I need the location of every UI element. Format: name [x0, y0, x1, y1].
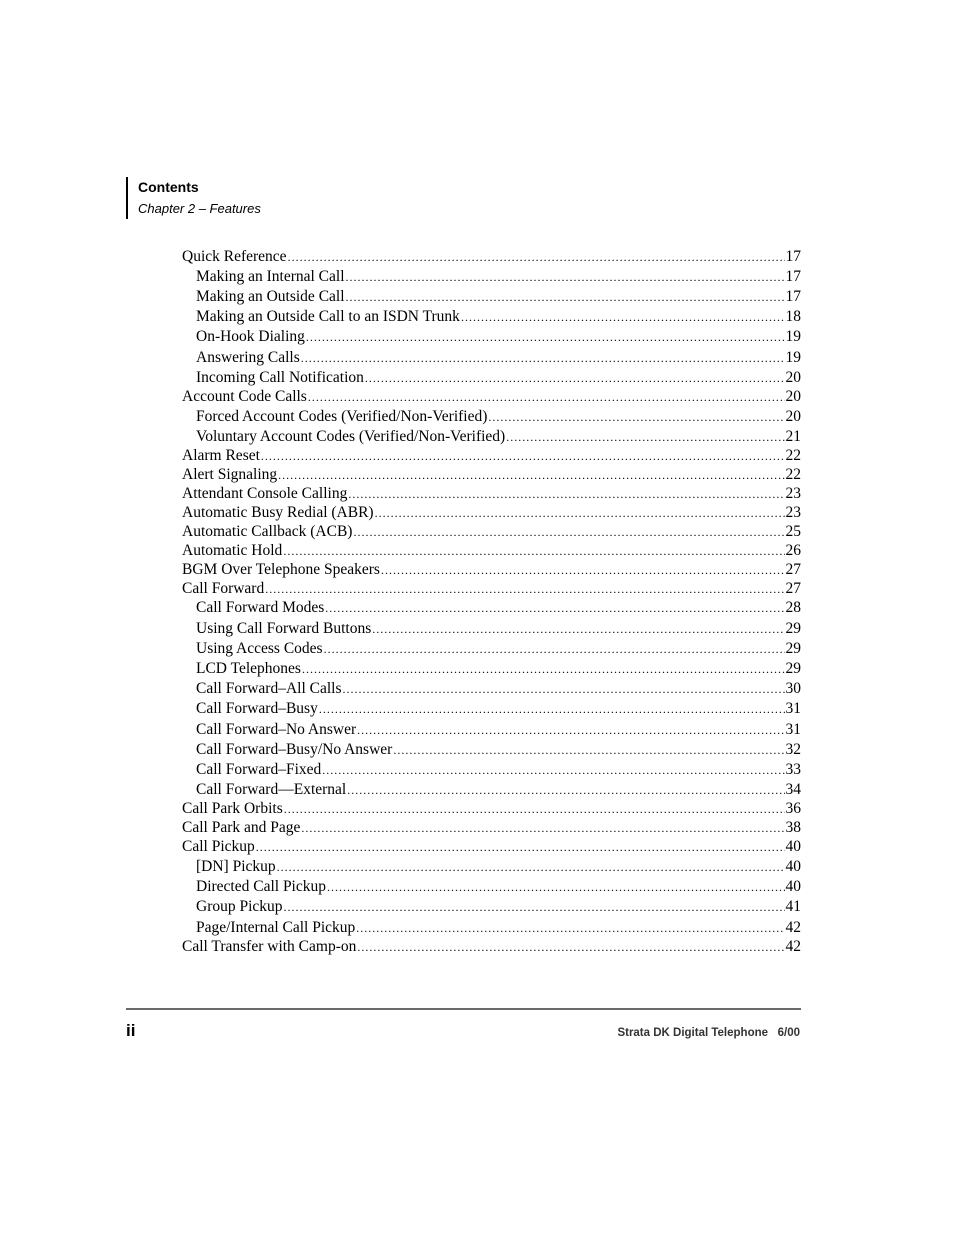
- toc-entry-title: Page/Internal Call Pickup: [196, 918, 356, 936]
- footer-document-title: Strata DK Digital Telephone 6/00: [617, 1027, 800, 1039]
- toc-leader-dots: [301, 819, 784, 838]
- toc-leader-dots: [506, 427, 784, 447]
- toc-entry-title: Answering Calls: [196, 348, 300, 366]
- toc-entry-page: 19: [785, 348, 801, 366]
- toc-entry[interactable]: [182, 368, 801, 388]
- toc-entry-page: 23: [785, 485, 801, 503]
- toc-entry-page: 27: [785, 560, 801, 578]
- toc-entry-title: Call Pickup: [182, 838, 255, 856]
- toc-entry-title: Directed Call Pickup: [196, 878, 326, 896]
- toc-entry[interactable]: [182, 780, 801, 800]
- toc-entry[interactable]: [182, 267, 801, 287]
- footer-page-number: ii: [126, 1021, 136, 1040]
- toc-entry-title: Automatic Hold: [182, 541, 283, 559]
- toc-entry-page: 40: [785, 878, 801, 896]
- toc-entry-page: 29: [785, 619, 801, 637]
- header-title: Contents: [138, 179, 199, 195]
- toc-entry-title: BGM Over Telephone Speakers: [182, 560, 380, 578]
- toc-entry-page: 26: [785, 541, 801, 559]
- toc-leader-dots: [283, 542, 784, 561]
- toc-leader-dots: [308, 388, 785, 407]
- toc-entry-page: 33: [785, 760, 801, 778]
- toc-entry-title: Alert Signaling: [182, 466, 278, 484]
- toc-leader-dots: [488, 407, 784, 427]
- toc-entry[interactable]: [182, 287, 801, 307]
- toc-leader-dots: [357, 938, 784, 957]
- toc-entry[interactable]: [182, 580, 801, 599]
- toc-leader-dots: [348, 485, 784, 504]
- toc-leader-dots: [343, 679, 785, 699]
- toc-leader-dots: [306, 327, 785, 347]
- toc-leader-dots: [301, 348, 785, 368]
- toc-entry[interactable]: [182, 857, 801, 877]
- toc-entry-page: 36: [785, 800, 801, 818]
- toc-leader-dots: [346, 267, 785, 287]
- toc-entry-page: 29: [785, 639, 801, 657]
- toc-entry-page: 27: [785, 579, 801, 597]
- toc-entry[interactable]: [182, 248, 801, 267]
- toc-leader-dots: [461, 307, 785, 327]
- toc-leader-dots: [284, 897, 785, 917]
- toc-entry[interactable]: [182, 819, 801, 838]
- toc-entry[interactable]: [182, 466, 801, 485]
- toc-entry-page: 42: [785, 918, 801, 936]
- toc-leader-dots: [353, 523, 784, 542]
- toc-entry-page: 31: [785, 700, 801, 718]
- toc-leader-dots: [261, 447, 785, 466]
- toc-entry[interactable]: [182, 561, 801, 580]
- toc-entry[interactable]: [182, 427, 801, 447]
- toc-entry-page: 17: [785, 288, 801, 306]
- toc-entry[interactable]: [182, 327, 801, 347]
- toc-entry-title: LCD Telephones: [196, 659, 301, 677]
- toc-entry-title: Automatic Busy Redial (ABR): [182, 503, 374, 521]
- toc-entry-page: 31: [785, 720, 801, 738]
- toc-leader-dots: [324, 639, 785, 659]
- table-of-contents: [182, 248, 801, 957]
- toc-entry-page: 40: [785, 838, 801, 856]
- footer-rule: [126, 1008, 801, 1010]
- toc-leader-dots: [327, 877, 785, 897]
- toc-leader-dots: [325, 598, 784, 618]
- toc-entry-title: Using Access Codes: [196, 639, 323, 657]
- toc-entry-title: Making an Outside Call: [196, 288, 345, 306]
- toc-leader-dots: [277, 857, 785, 877]
- toc-leader-dots: [319, 699, 785, 719]
- toc-entry-page: 22: [785, 447, 801, 465]
- toc-entry-title: Making an Internal Call: [196, 267, 345, 285]
- toc-entry[interactable]: [182, 407, 801, 427]
- toc-entry[interactable]: [182, 679, 801, 699]
- toc-entry-page: 25: [785, 522, 801, 540]
- toc-leader-dots: [302, 659, 785, 679]
- toc-entry-page: 38: [785, 819, 801, 837]
- toc-leader-dots: [347, 780, 784, 800]
- toc-entry-title: Call Forward–Fixed: [196, 760, 322, 778]
- toc-entry-title: Call Park and Page: [182, 819, 301, 837]
- toc-entry-title: Quick Reference: [182, 248, 287, 265]
- toc-entry-page: 20: [785, 388, 801, 406]
- toc-entry[interactable]: [182, 348, 801, 368]
- toc-entry[interactable]: [182, 800, 801, 819]
- toc-entry[interactable]: [182, 598, 801, 618]
- toc-leader-dots: [288, 248, 785, 267]
- toc-entry-page: 23: [785, 503, 801, 521]
- toc-entry-page: 41: [785, 898, 801, 916]
- toc-entry-page: 18: [785, 308, 801, 326]
- toc-leader-dots: [265, 580, 784, 599]
- toc-entry[interactable]: [182, 485, 801, 504]
- toc-leader-dots: [375, 504, 785, 523]
- toc-entry-page: 19: [785, 328, 801, 346]
- toc-entry-title: Attendant Console Calling: [182, 485, 348, 503]
- toc-entry-page: 17: [785, 267, 801, 285]
- toc-entry-page: 30: [785, 680, 801, 698]
- toc-entry[interactable]: [182, 307, 801, 327]
- toc-entry-title: Call Forward Modes: [196, 599, 325, 617]
- toc-leader-dots: [372, 619, 784, 639]
- toc-entry-page: 40: [785, 857, 801, 875]
- toc-entry-title: Alarm Reset: [182, 447, 260, 465]
- header-vertical-rule: [126, 177, 128, 219]
- toc-entry-title: Making an Outside Call to an ISDN Trunk: [196, 308, 460, 326]
- toc-entry-page: 21: [785, 428, 801, 446]
- toc-leader-dots: [356, 918, 784, 938]
- toc-entry-page: 22: [785, 466, 801, 484]
- toc-leader-dots: [278, 466, 784, 485]
- toc-entry[interactable]: [182, 639, 801, 659]
- toc-entry-title: Automatic Callback (ACB): [182, 522, 353, 540]
- toc-entry-title: Call Forward–Busy: [196, 700, 318, 718]
- toc-leader-dots: [322, 760, 784, 780]
- toc-leader-dots: [346, 287, 785, 307]
- toc-entry[interactable]: [182, 699, 801, 719]
- toc-leader-dots: [393, 740, 784, 760]
- toc-entry-title: Forced Account Codes (Verified/Non-Verified): [196, 407, 488, 425]
- toc-entry-page: 32: [785, 740, 801, 758]
- toc-entry-title: Call Forward–Busy/No Answer: [196, 740, 393, 758]
- toc-entry[interactable]: [182, 740, 801, 760]
- toc-entry-title: Using Call Forward Buttons: [196, 619, 372, 637]
- toc-entry-title: Call Transfer with Camp-on: [182, 937, 357, 955]
- toc-entry-title: Account Code Calls: [182, 388, 307, 406]
- toc-entry[interactable]: [182, 504, 801, 523]
- toc-entry[interactable]: [182, 542, 801, 561]
- toc-entry[interactable]: [182, 720, 801, 740]
- toc-entry[interactable]: [182, 938, 801, 957]
- toc-leader-dots: [357, 720, 784, 740]
- toc-entry[interactable]: [182, 838, 801, 857]
- toc-entry-page: 28: [785, 599, 801, 617]
- toc-entry[interactable]: [182, 447, 801, 466]
- toc-entry-page: 17: [785, 248, 801, 265]
- header-chapter: Chapter 2 – Features: [138, 201, 261, 216]
- toc-leader-dots: [381, 561, 785, 580]
- toc-entry-title: [DN] Pickup: [196, 857, 276, 875]
- toc-entry-title: Call Forward–All Calls: [196, 680, 342, 698]
- toc-entry[interactable]: [182, 388, 801, 407]
- toc-entry-title: Incoming Call Notification: [196, 368, 364, 386]
- toc-entry-page: 42: [785, 937, 801, 955]
- toc-entry-title: Call Forward: [182, 579, 265, 597]
- toc-entry[interactable]: [182, 659, 801, 679]
- toc-entry-page: 29: [785, 659, 801, 677]
- toc-entry-title: Call Forward—External: [196, 781, 347, 799]
- toc-entry[interactable]: [182, 523, 801, 542]
- toc-leader-dots: [284, 800, 785, 819]
- toc-entry-title: Call Forward–No Answer: [196, 720, 357, 738]
- toc-entry-title: Voluntary Account Codes (Verified/Non-Verified): [196, 428, 506, 446]
- toc-leader-dots: [365, 368, 785, 388]
- toc-entry-page: 34: [785, 781, 801, 799]
- toc-entry-title: Call Park Orbits: [182, 800, 283, 818]
- toc-entry[interactable]: [182, 619, 801, 639]
- toc-entry-page: 20: [785, 368, 801, 386]
- toc-entry-title: Group Pickup: [196, 898, 283, 916]
- toc-leader-dots: [256, 838, 785, 857]
- toc-entry[interactable]: [182, 918, 801, 938]
- toc-entry[interactable]: [182, 877, 801, 897]
- toc-entry-page: 20: [785, 407, 801, 425]
- toc-entry-title: On-Hook Dialing: [196, 328, 305, 346]
- toc-entry[interactable]: [182, 897, 801, 917]
- toc-entry[interactable]: [182, 760, 801, 780]
